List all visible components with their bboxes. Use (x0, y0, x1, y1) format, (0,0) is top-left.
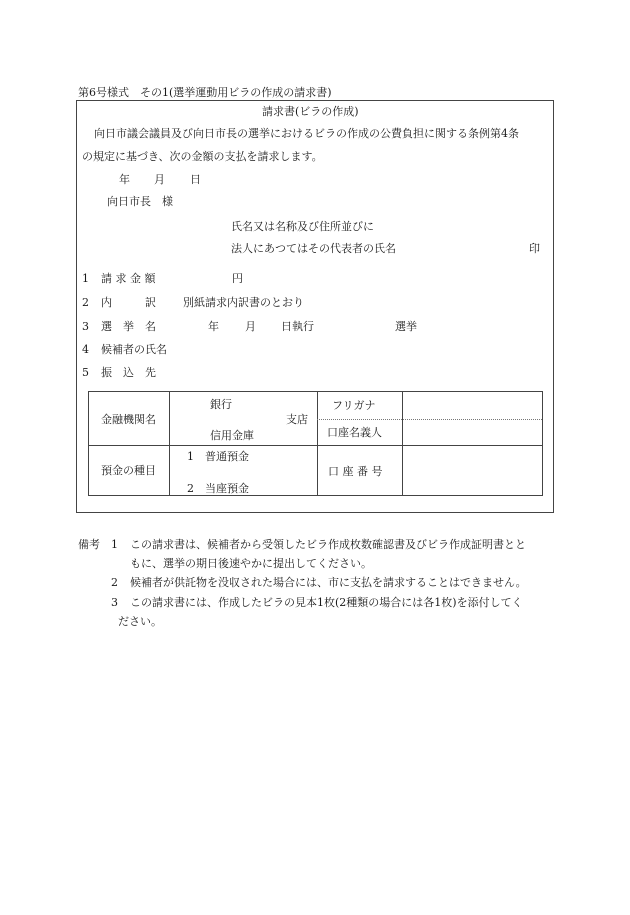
item-label-candidate: 候補者の氏名 (101, 343, 167, 356)
account-holder-label: 口座名義人 (327, 426, 382, 439)
applicant-line-1: 氏名又は名称及び住所並びに (231, 220, 374, 233)
remark-text: もに、選挙の期日後速やかに提出してください。 (130, 557, 372, 570)
intro-line-2: の規定に基づき、次の金額の支払を請求します。 (82, 150, 323, 163)
item-value-amount: 円 (232, 272, 243, 285)
intro-line-1: 向日市議会議員及び向日市長の選挙におけるビラの作成の公費負担に関する条例第4条 (94, 127, 519, 140)
applicant-line-2: 法人にあつてはその代表者の氏名 (231, 242, 396, 255)
table-divider (89, 445, 542, 446)
item-number: 3 (82, 320, 89, 333)
item-number: 4 (82, 343, 89, 356)
addressee: 向日市長 様 (107, 195, 173, 208)
item-label-transfer: 振 込 先 (101, 366, 156, 379)
deposit-type-checking: 2 当座預金 (187, 482, 249, 495)
furigana-label: フリガナ (332, 399, 376, 412)
form-id: 第6号様式 その1(選挙運動用ビラの作成の請求書) (78, 86, 332, 99)
seal-mark: 印 (529, 242, 540, 255)
item-value-breakdown: 別紙請求内訳書のとおり (183, 296, 304, 309)
remark-text: この請求書には、作成したビラの見本1枚(2種類の場合には各1枚)を添付してく (130, 596, 523, 609)
account-number-label: 口 座 番 号 (328, 465, 383, 478)
election-suffix: 選挙 (395, 320, 417, 333)
remark-number: 2 (111, 576, 118, 589)
remark-number: 1 (111, 538, 118, 551)
item-label-breakdown: 内 訳 (101, 296, 156, 309)
bank-label: 銀行 (210, 398, 232, 411)
remark-text: この請求書は、候補者から受領したビラ作成枚数確認書及びビラ作成証明書とと (130, 538, 526, 551)
credit-union-label: 信用金庫 (210, 429, 254, 442)
remark-text: 候補者が供託物を没収された場合には、市に支払を請求することはできません。 (130, 576, 527, 589)
item-number: 1 (82, 272, 89, 285)
election-year: 年 (208, 320, 219, 333)
bank-header: 金融機関名 (101, 413, 156, 426)
deposit-type-ordinary: 1 普通預金 (187, 450, 249, 463)
remarks-heading: 備考 (78, 538, 100, 551)
item-number: 2 (82, 296, 89, 309)
table-divider (402, 392, 403, 495)
date-month: 月 (154, 173, 165, 186)
bank-info-table (88, 391, 543, 496)
item-label-amount: 請 求 金 額 (101, 272, 156, 285)
item-number: 5 (82, 366, 89, 379)
table-dotted-divider (317, 419, 542, 420)
election-month: 月 (245, 320, 256, 333)
election-day: 日執行 (281, 320, 314, 333)
deposit-type-header: 預金の種目 (101, 464, 156, 477)
table-divider (317, 392, 318, 495)
remark-text: ださい。 (118, 615, 162, 628)
form-title: 請求書(ビラの作成) (262, 105, 359, 118)
date-year: 年 (119, 173, 130, 186)
branch-label: 支店 (286, 413, 308, 426)
remark-number: 3 (111, 596, 118, 609)
item-label-election: 選 挙 名 (101, 320, 156, 333)
table-divider (169, 392, 170, 495)
date-day: 日 (190, 173, 201, 186)
